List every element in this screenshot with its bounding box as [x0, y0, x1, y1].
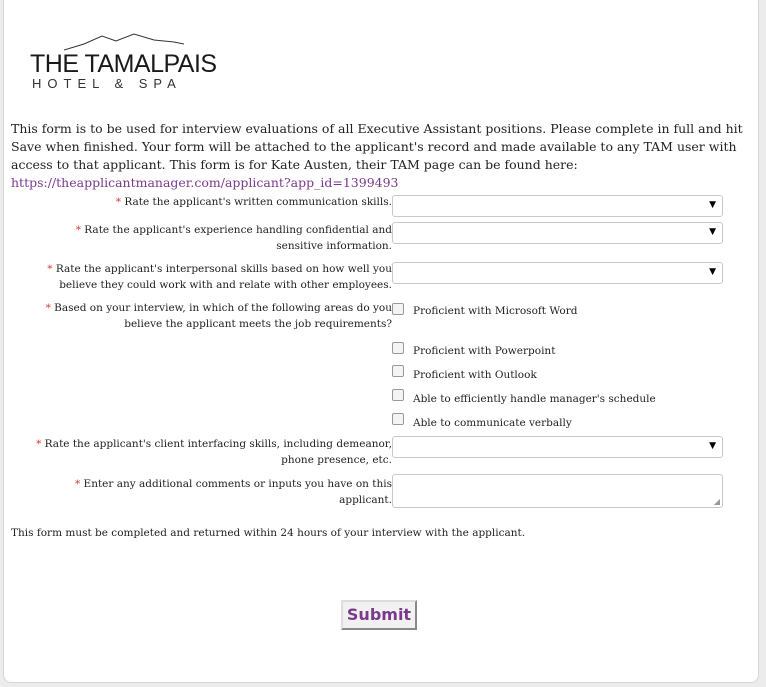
required-marker: * [36, 438, 42, 450]
checkbox-communicate-verbally[interactable] [392, 413, 404, 425]
confidential-info-select[interactable] [392, 222, 723, 244]
resize-grip-icon[interactable]: ◢ [713, 497, 720, 506]
dropdown-arrow-icon: ▼ [709, 200, 716, 210]
required-marker: * [115, 196, 121, 208]
applicant-link[interactable]: https://theapplicantmanager.com/applicant?app_id=1399493 [11, 175, 399, 190]
footnote-text: This form must be completed and returned within 24 hours of your interview with the applicant. [11, 527, 526, 539]
required-marker: * [75, 224, 81, 236]
intro-body: This form is to be used for interview evaluations of all Executive Assistant positions. Please complete in full and hit Save when finished. Your form will be attached to the applicant's record and made available to any TAM user with access to that applicant. This form is for Kate Austen, their TAM page can be found here: [11, 121, 743, 172]
question-label-client-interfacing: * Rate the applicant's client interfacing skills, including demeanor, phone presence, etc. [36, 438, 392, 466]
question-label-job-requirements: * Based on your interview, in which of the following areas do you believe the applicant meets the job requirements? [45, 302, 392, 330]
checkbox-label: Proficient with Powerpoint [413, 345, 556, 357]
tamalpais-logo [30, 32, 217, 92]
written-communication-select[interactable] [392, 195, 723, 217]
mountain-icon [64, 32, 184, 52]
required-marker: * [47, 263, 53, 275]
required-marker: * [74, 478, 81, 490]
client-interfacing-select[interactable] [392, 436, 723, 458]
dropdown-arrow-icon: ▼ [709, 267, 716, 277]
interpersonal-skills-select[interactable] [392, 262, 723, 284]
additional-comments-textarea[interactable] [392, 474, 723, 508]
checkbox-label: Proficient with Microsoft Word [413, 305, 578, 317]
logo-subtitle: HOTEL & SPA [32, 76, 182, 91]
checkbox-powerpoint[interactable] [392, 342, 404, 354]
logo-title: THE TAMALPAIS [30, 50, 217, 78]
checkbox-label: Proficient with Outlook [413, 369, 537, 381]
question-label-confidential-info: * Rate the applicant's experience handling confidential and sensitive information. [75, 224, 392, 252]
submit-button[interactable]: Submit [341, 600, 417, 630]
checkbox-label: Able to efficiently handle manager's schedule [413, 393, 656, 405]
dropdown-arrow-icon: ▼ [709, 441, 716, 451]
question-label-additional-comments: * Enter any additional comments or inputs you have on this applicant. [74, 478, 392, 506]
required-marker: * [45, 302, 51, 314]
question-label-written-communication: * Rate the applicant's written communication skills. [115, 196, 392, 208]
form-card [3, 0, 759, 683]
checkbox-microsoft-word[interactable] [392, 303, 404, 315]
checkbox-label: Able to communicate verbally [413, 417, 572, 429]
checkbox-manager-schedule[interactable] [392, 389, 404, 401]
question-label-interpersonal-skills: * Rate the applicant's interpersonal skills based on how well you believe they could work with and relate with other employees. [47, 263, 392, 291]
dropdown-arrow-icon: ▼ [709, 227, 716, 237]
intro-text [11, 120, 751, 192]
checkbox-outlook[interactable] [392, 365, 404, 377]
